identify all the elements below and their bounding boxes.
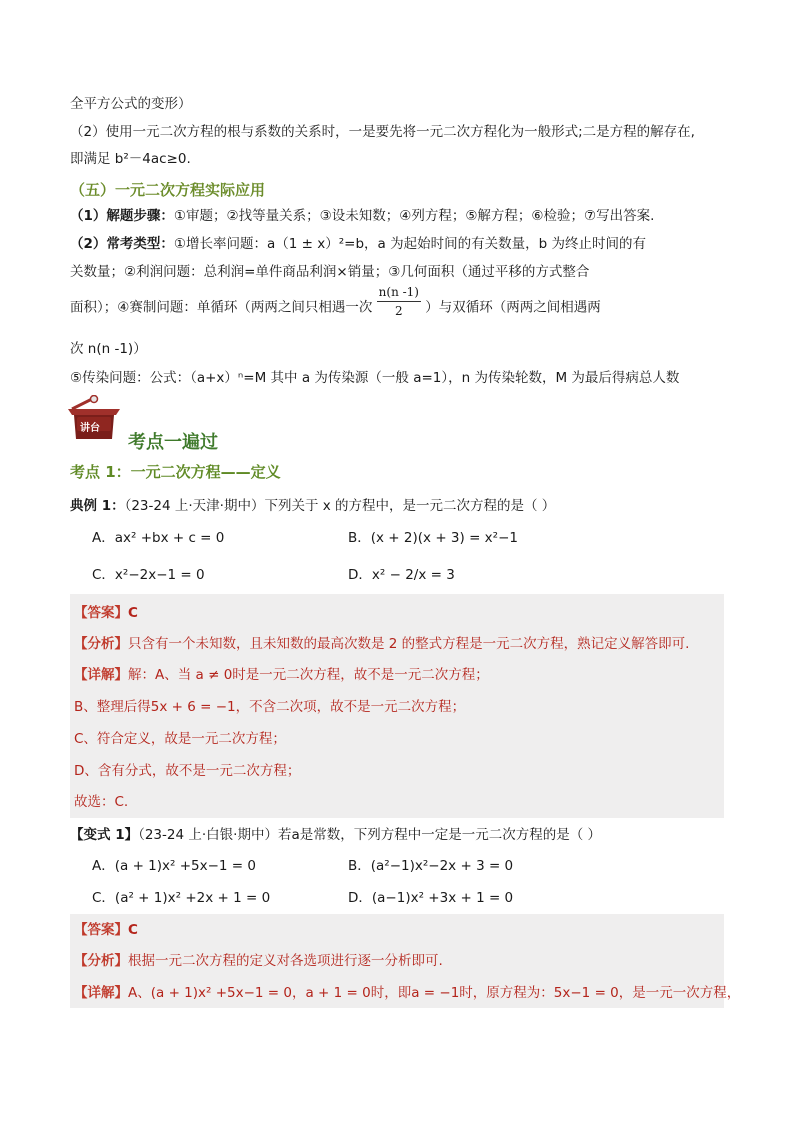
variant1-question: （23-24 上·白银·期中）若a是常数，下列方程中一定是一元二次方程的是（ ） xyxy=(138,827,602,843)
answer-value: C xyxy=(128,605,138,621)
kaodian-title: 考点一遍过 xyxy=(128,432,218,453)
example1-detail-line-5: 故选：C. xyxy=(74,794,129,810)
answer-value: C xyxy=(128,922,138,938)
example1-answer-panel xyxy=(70,594,724,818)
kaodian-subtitle: 考点 1：一元二次方程——定义 xyxy=(70,463,281,481)
example1-question: （23-24 上·天津·期中）下列关于 x 的方程中，是一元二次方程的是（ ） xyxy=(124,498,556,514)
types-label: （2）常考类型： xyxy=(70,236,174,252)
types-line3b: ）与双循环（两两之间相遇两 xyxy=(425,299,601,316)
variant1-analysis-line xyxy=(74,952,443,970)
detail-text-1: 解：A、当 a ≠ 0时是一元二次方程，故不是一元二次方程； xyxy=(128,667,489,683)
types-line3a: 面积）；④赛制问题：单循环（两两之间只相遇一次 xyxy=(70,299,373,316)
analysis-label: 【分析】 xyxy=(74,953,128,969)
variant1-option-b: B．(a²−1)x²−2x + 3 = 0 xyxy=(348,858,514,874)
analysis-text: 只含有一个未知数，且未知数的最高次数是 2 的整式方程是一元二次方程，熟记定义解答即可. xyxy=(128,636,690,652)
detail-text-1: A、(a + 1)x² +5x−1 = 0，a + 1 = 0时，即a = −1时，原方程为：5x−1 = 0，是一元一次方程， xyxy=(128,985,741,1001)
example1-analysis-line xyxy=(74,635,689,653)
section-heading: （五）一元二次方程实际应用 xyxy=(70,181,266,199)
steps-paragraph xyxy=(70,207,654,225)
answer-label: 【答案】 xyxy=(74,605,128,621)
types-paragraph-line3 xyxy=(70,285,601,320)
podium-icon xyxy=(66,395,124,439)
types-text: ①增长率问题：a（1 ± x）²=b，a 为起始时间的有关数量，b 为终止时间的有 xyxy=(173,236,646,252)
fraction xyxy=(377,283,421,320)
example1-detail-line-3: C、符合定义，故是一元二次方程； xyxy=(74,731,286,747)
answer-label: 【答案】 xyxy=(74,922,128,938)
variant1-detail-line-1 xyxy=(74,984,740,1002)
variant1-question-line xyxy=(70,826,601,844)
variant1-option-c: C．(a² + 1)x² +2x + 1 = 0 xyxy=(92,890,271,906)
variant1-option-d: D．(a−1)x² +3x + 1 = 0 xyxy=(348,890,514,906)
variant1-answer-line xyxy=(74,921,138,939)
detail-label: 【详解】 xyxy=(74,985,128,1001)
steps-text: ①审题；②找等量关系；③设未知数；④列方程；⑤解方程；⑥检验；⑦写出答案. xyxy=(173,208,655,224)
infection-paragraph: ⑤传染问题：公式：（a+x）ⁿ=M 其中 a 为传染源（一般 a=1），n 为传染轮数，M 为最后得病总人数 xyxy=(70,370,680,386)
steps-label: （1）解题步骤： xyxy=(70,208,174,224)
example1-answer-line xyxy=(74,604,138,622)
types-paragraph-line4: 次 n(n -1)） xyxy=(70,341,147,357)
example1-detail-line-4: D、含有分式，故不是一元二次方程； xyxy=(74,763,301,779)
detail-label: 【详解】 xyxy=(74,667,128,683)
variant1-label: 【变式 1】 xyxy=(70,827,139,843)
analysis-label: 【分析】 xyxy=(74,636,128,652)
variant1-option-a: A．(a + 1)x² +5x−1 = 0 xyxy=(92,858,256,874)
example1-option-a: A．ax² +bx + c = 0 xyxy=(92,530,225,546)
analysis-text: 根据一元二次方程的定义对各选项进行逐一分析即可. xyxy=(128,953,443,969)
fraction-numerator: n(n -1) xyxy=(377,283,421,302)
types-paragraph-line1 xyxy=(70,235,646,253)
types-paragraph-line2: 关数量；②利润问题：总利润=单件商品利润×销量；③几何面积（通过平移的方式整合 xyxy=(70,264,590,280)
example1-option-c: C．x²−2x−1 = 0 xyxy=(92,567,205,583)
example1-question-line xyxy=(70,497,555,515)
intro-line-1: 全平方公式的变形） xyxy=(70,96,192,112)
example1-detail-line-2: B、整理后得5x + 6 = −1，不含二次项，故不是一元二次方程； xyxy=(74,699,466,715)
example1-detail-line-1 xyxy=(74,666,489,684)
badge-text: 讲台 xyxy=(80,423,100,434)
example1-option-b: B．(x + 2)(x + 3) = x²−1 xyxy=(348,530,518,546)
intro-line-2: （2）使用一元二次方程的根与系数的关系时，一是要先将一元二次方程化为一般形式;二是方程的解存在, xyxy=(70,124,695,140)
variant1-answer-panel xyxy=(70,914,741,1008)
example1-option-d: D．x² − 2/x = 3 xyxy=(348,567,455,583)
fraction-denominator: 2 xyxy=(395,304,403,318)
intro-line-3: 即满足 b²－4ac≥0. xyxy=(70,151,191,167)
example1-label: 典例 1： xyxy=(70,498,125,514)
